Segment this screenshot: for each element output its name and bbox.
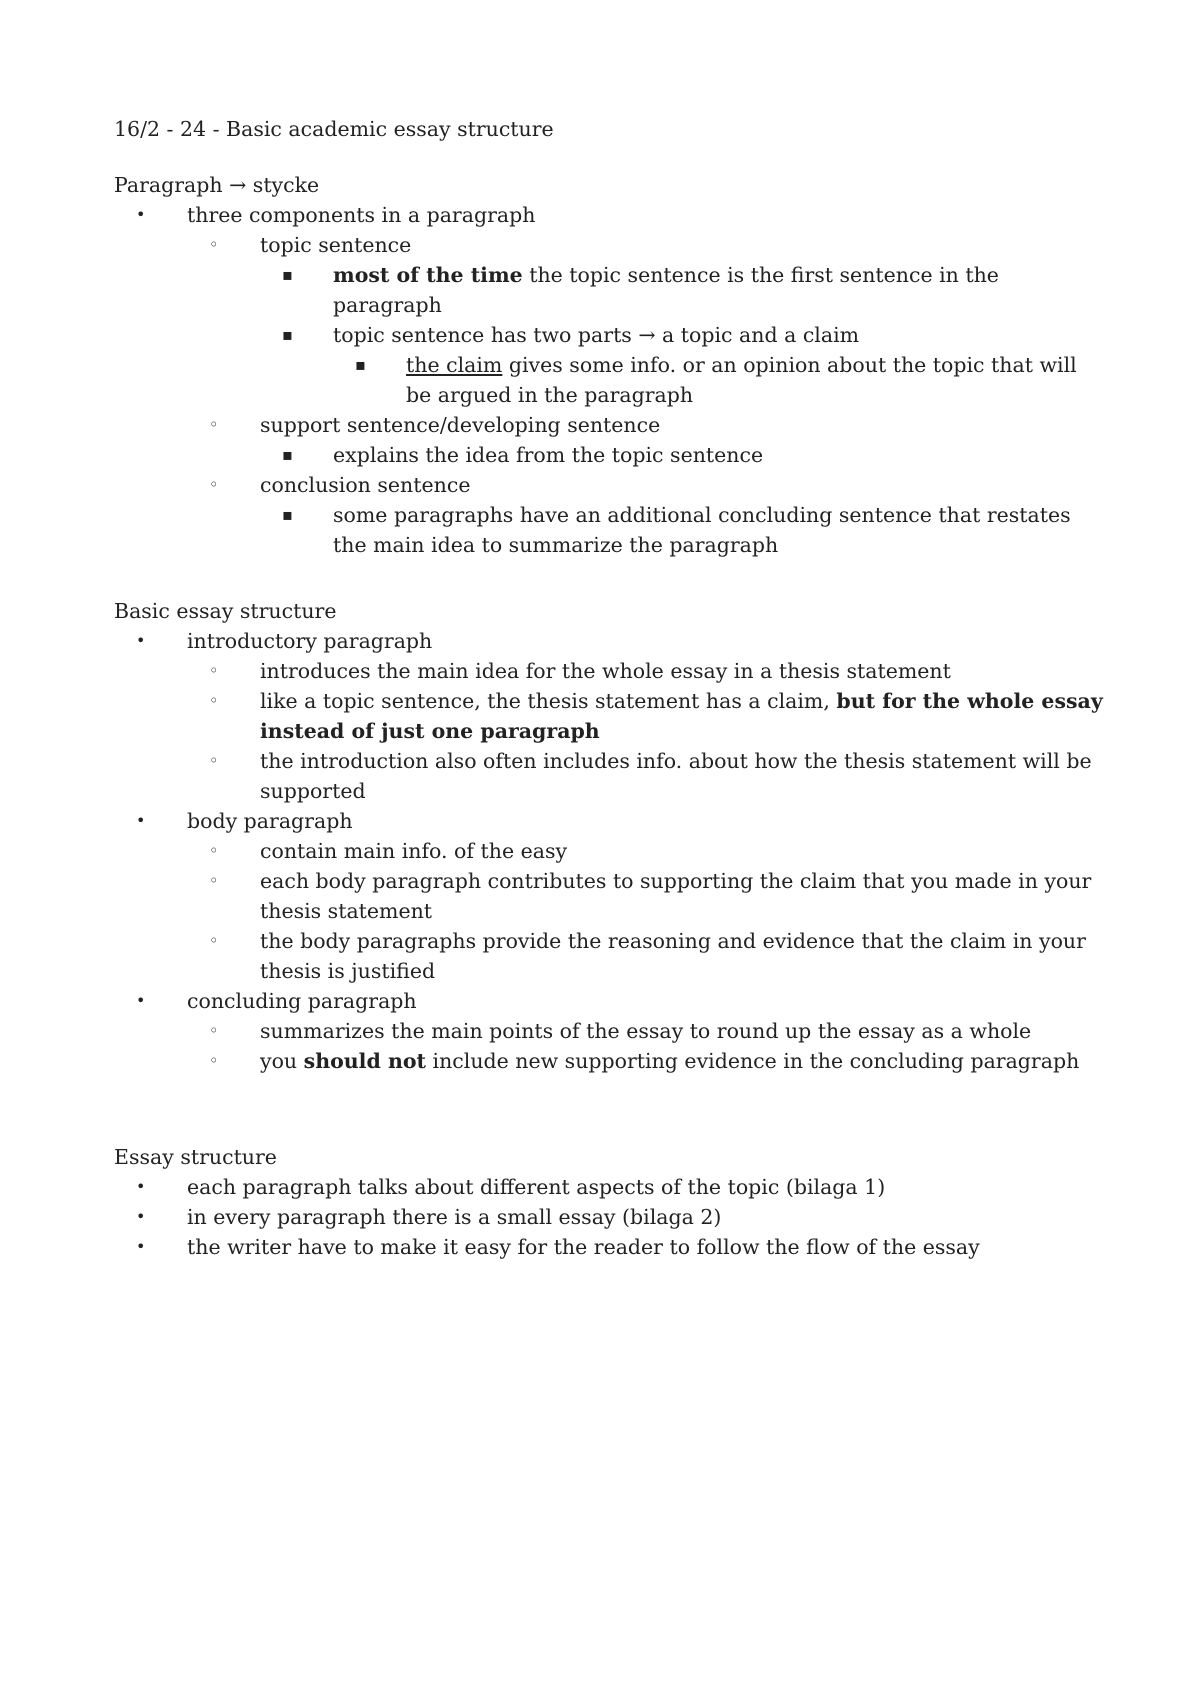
section-heading-essay-structure: Essay structure <box>114 1145 277 1169</box>
list-item-text: concluding paragraph <box>187 989 417 1013</box>
list-item-text: topic sentence <box>260 233 412 257</box>
list-item-text <box>406 350 1106 410</box>
list-item-text: the introduction also often includes info. about how the thesis statement will be supported <box>260 749 1092 803</box>
list-item-text: three components in a paragraph <box>187 203 536 227</box>
essay-structure-list <box>114 1172 1114 1262</box>
square-bullet: ▪ <box>355 355 366 374</box>
disc-bullet: • <box>136 631 146 650</box>
list-item <box>114 806 1114 836</box>
list-item <box>114 470 1114 500</box>
list-item <box>114 1202 1114 1232</box>
list-item <box>114 626 1114 656</box>
square-bullet: ▪ <box>282 325 293 344</box>
list-item-text: the writer have to make it easy for the reader to follow the flow of the essay <box>187 1235 980 1259</box>
circle-bullet: ◦ <box>209 871 219 890</box>
section-heading-paragraph: Paragraph → stycke <box>114 173 320 197</box>
basic-essay-section <box>114 596 1114 1076</box>
disc-bullet: • <box>136 1207 146 1226</box>
list-item <box>114 746 1114 806</box>
plain-text: the topic sentence is the first sentence in the paragraph <box>333 263 999 317</box>
list-item <box>114 200 1114 230</box>
list-item-text: summarizes the main points of the essay to round up the essay as a whole <box>260 1019 1032 1043</box>
list-item <box>114 1046 1114 1076</box>
list-item <box>114 350 1114 410</box>
list-item-text: support sentence/developing sentence <box>260 413 661 437</box>
circle-bullet: ◦ <box>209 751 219 770</box>
basic-essay-list <box>114 626 1114 1076</box>
disc-bullet: • <box>136 205 146 224</box>
list-item <box>114 686 1114 746</box>
list-item <box>114 986 1114 1016</box>
list-item <box>114 1172 1114 1202</box>
list-item-text: the body paragraphs provide the reasoning and evidence that the claim in your thesis is justified <box>260 929 1086 983</box>
section-heading-basic-essay: Basic essay structure <box>114 599 337 623</box>
circle-bullet: ◦ <box>209 475 219 494</box>
disc-bullet: • <box>136 1237 146 1256</box>
list-item <box>114 656 1114 686</box>
plain-text: gives some info. or an opinion about the topic that will be argued in the paragraph <box>406 353 1077 407</box>
list-item-text <box>260 686 1114 746</box>
plain-text: you <box>260 1049 304 1073</box>
square-bullet: ▪ <box>282 445 293 464</box>
list-item <box>114 926 1114 986</box>
circle-bullet: ◦ <box>209 661 219 680</box>
paragraph-list <box>114 200 1114 560</box>
disc-bullet: • <box>136 1177 146 1196</box>
circle-bullet: ◦ <box>209 1021 219 1040</box>
plain-text: like a topic sentence, the thesis statement has a claim, <box>260 689 837 713</box>
list-item-text: explains the idea from the topic sentence <box>333 443 764 467</box>
square-bullet: ▪ <box>282 265 293 284</box>
list-item <box>114 260 1114 320</box>
list-item-text: conclusion sentence <box>260 473 471 497</box>
bold-text: most of the time <box>333 263 523 287</box>
circle-bullet: ◦ <box>209 235 219 254</box>
list-item-text: in every paragraph there is a small essay (bilaga 2) <box>187 1205 722 1229</box>
paragraph-section <box>114 170 1114 560</box>
circle-bullet: ◦ <box>209 415 219 434</box>
bold-text: but for the whole essay instead of just one paragraph <box>260 689 1103 743</box>
list-item <box>114 866 1114 926</box>
list-item-text <box>260 1046 1114 1076</box>
list-item-text: topic sentence has two parts → a topic and a claim <box>333 323 860 347</box>
list-item <box>114 1016 1114 1046</box>
disc-bullet: • <box>136 991 146 1010</box>
underlined-text: the claim <box>406 353 503 377</box>
list-item-text: introduces the main idea for the whole essay in a thesis statement <box>260 659 951 683</box>
plain-text: include new supporting evidence in the concluding paragraph <box>426 1049 1080 1073</box>
essay-structure-section <box>114 1142 1114 1262</box>
list-item-text: contain main info. of the easy <box>260 839 568 863</box>
list-item <box>114 836 1114 866</box>
list-item <box>114 230 1114 260</box>
bold-text: should not <box>303 1049 426 1073</box>
circle-bullet: ◦ <box>209 691 219 710</box>
list-item-text <box>333 260 1103 320</box>
circle-bullet: ◦ <box>209 931 219 950</box>
list-item-text: some paragraphs have an additional concluding sentence that restates the main idea to summarize the paragraph <box>333 503 1071 557</box>
list-item <box>114 500 1114 560</box>
list-item <box>114 440 1114 470</box>
list-item <box>114 410 1114 440</box>
disc-bullet: • <box>136 811 146 830</box>
list-item-text: introductory paragraph <box>187 629 433 653</box>
circle-bullet: ◦ <box>209 841 219 860</box>
list-item-text: each body paragraph contributes to supporting the claim that you made in your thesis statement <box>260 869 1092 923</box>
list-item-text: each paragraph talks about different aspects of the topic (bilaga 1) <box>187 1175 886 1199</box>
list-item <box>114 320 1114 350</box>
circle-bullet: ◦ <box>209 1051 219 1070</box>
list-item <box>114 1232 1114 1262</box>
list-item-text: body paragraph <box>187 809 353 833</box>
square-bullet: ▪ <box>282 505 293 524</box>
document-title: 16/2 - 24 - Basic academic essay structure <box>114 117 554 141</box>
